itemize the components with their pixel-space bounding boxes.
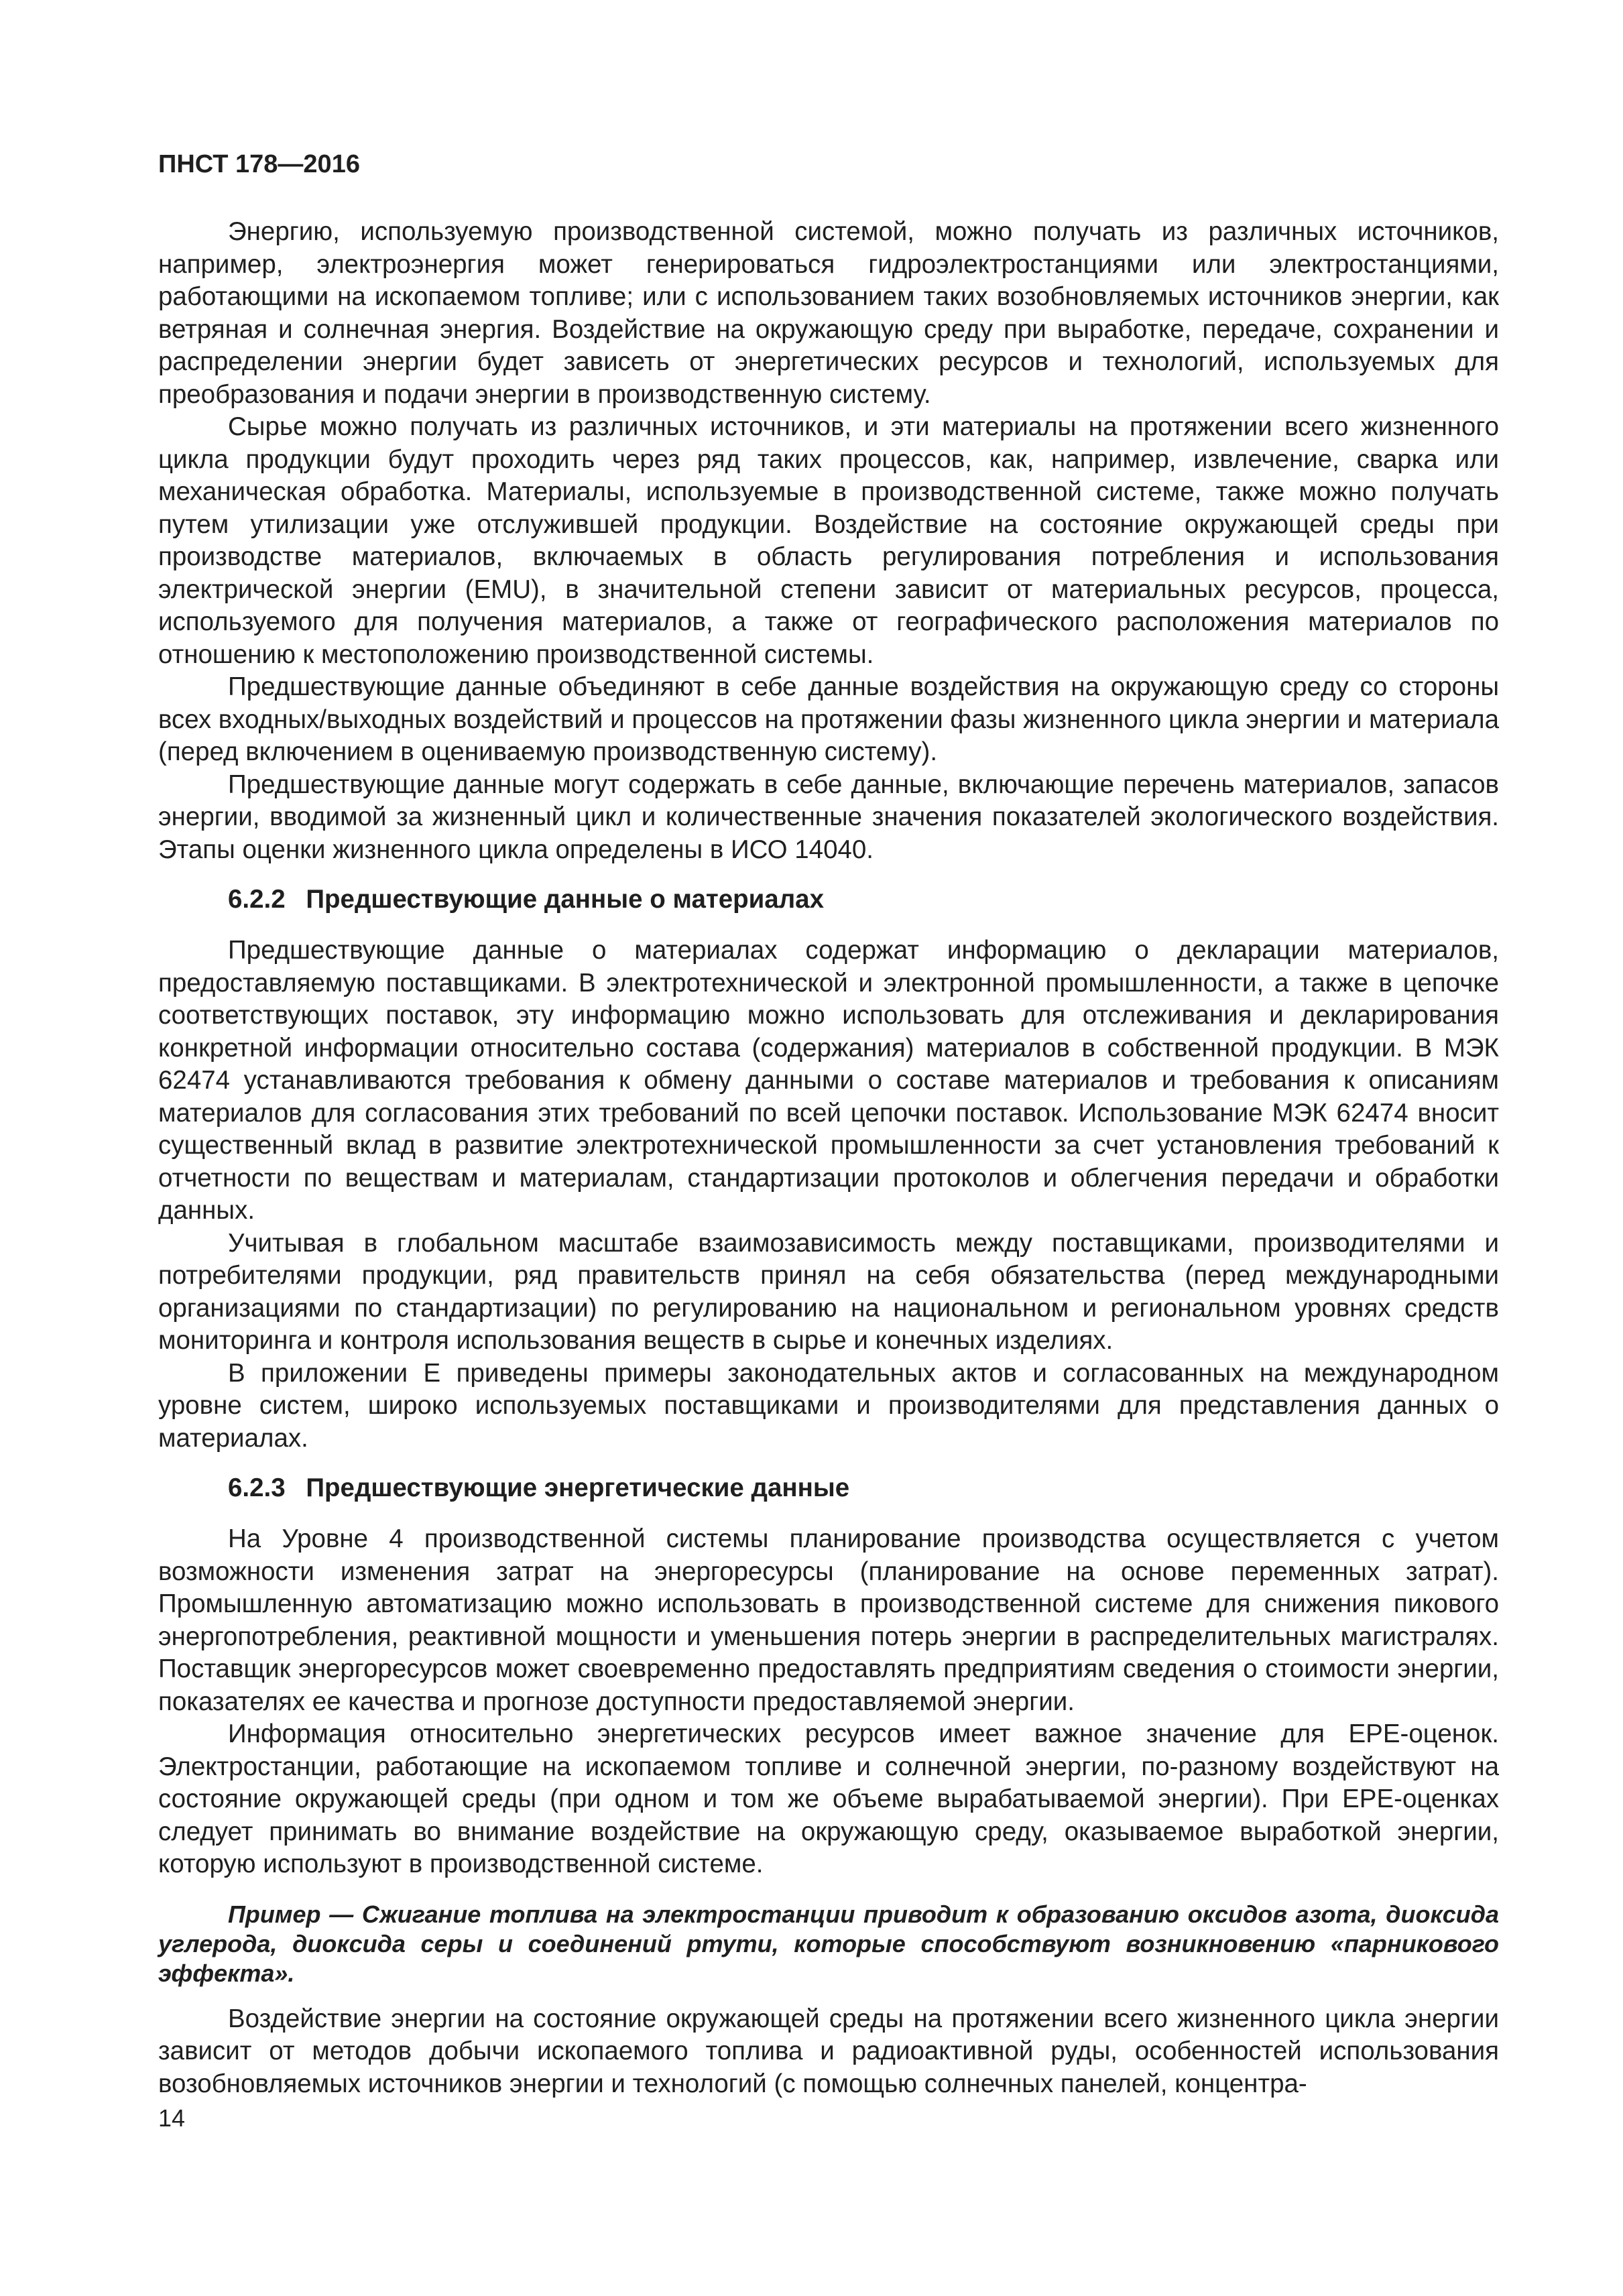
document-identifier: ПНСТ 178—2016 — [158, 150, 360, 178]
section-heading — [158, 884, 1499, 916]
paragraph-upstream-data-contents: Предшествующие данные могут содержать в себе данные, включающие перечень материалов, запасов энергии, вводимой за жизненный цикл и количественные значения показателей экологического воздействия. Этапы оценки жизненного цикла определены в ИСО 14040. — [158, 770, 1499, 864]
paragraph-raw-materials: Сырье можно получать из различных источников, и эти материалы на протяжении всего жизненного цикла продукции будут проходить через ряд таких процессов, как, например, извлечение, сварка или механическая обработка. Материалы, используемые в производственной системе, также можно получать путем утилизации уже отслужившей продукции. Воздействие на состояние окружающей среды при производстве материалов, включаемых в область регулирования потребления и использования электрической энергии (EMU), в значительной степени зависит от материальных ресурсов, процесса, используемого для получения материалов, а также от географического расположения материалов по отношению к местоположению производственной системы. — [158, 412, 1499, 669]
paragraph-energy-sources: Энергию, используемую производственной системой, можно получать из различных источников, например, электроэнергия может генерироваться гидроэлектростанциями или электростанциями, работающими на ископаемом топливе; или с использованием таких возобновляемых источников энергии, как ветряная и солнечная энергия. Воздействие на окружающую среду при выработке, передаче, сохранении и распределении энергии будет зависеть от энергетических ресурсов и технологий, используемых для преобразования и подачи энергии в производственную систему. — [158, 217, 1499, 409]
document-page — [158, 149, 1499, 2100]
section-number: 6.2.2 — [228, 885, 286, 914]
section-6-2-3 — [158, 1472, 1499, 2100]
section-title: Предшествующие данные о материалах — [306, 885, 824, 914]
paragraph-production-planning: На Уровне 4 производственной системы планирование производства осуществляется с учетом возможности изменения затрат на энергоресурсы (планирование на основе переменных затрат). Промышленную автоматизацию можно использовать в производственной системе для снижения пикового энергопотребления, реактивной мощности и уменьшения потерь энергии в распределительных магистралях. Поставщик энергоресурсов может своевременно предоставлять предприятиям сведения о стоимости энергии, показателях ее качества и прогнозе доступности предоставляемой энергии. — [158, 1524, 1499, 1716]
paragraph-upstream-data-combined: Предшествующие данные объединяют в себе данные воздействия на окружающую среду со стороны всех входных/выходных воздействий и процессов на протяжении фазы жизненного цикла энергии и материала (перед включением в оцениваемую производственную систему). — [158, 672, 1499, 766]
intro-section — [158, 216, 1499, 866]
section-title: Предшествующие энергетические данные — [306, 1473, 850, 1502]
page-number: 14 — [158, 2104, 186, 2132]
section-heading — [158, 1472, 1499, 1504]
section-6-2-2 — [158, 884, 1499, 1455]
paragraph-material-declaration: Предшествующие данные о материалах содержат информацию о декларации материалов, предоставляемую поставщиками. В электротехнической и электронной промышленности, а также в цепочке соответствующих поставок, эту информацию можно использовать для отслеживания и декларирования конкретной информации относительно состава (содержания) материалов в собственной продукции. В МЭК 62474 устанавливаются требования к обмену данными о составе материалов и требования к описаниям материалов для согласования этих требований по всей цепочки поставок. Использование МЭК 62474 вносит существенный вклад в развитие электротехнической промышленности за счет установления требований к отчетности по веществам и материалам, стандартизации протоколов и облегчения передачи и обработки данных. — [158, 936, 1499, 1225]
paragraph-energy-lifecycle: Воздействие энергии на состояние окружающей среды на протяжении всего жизненного цикла энергии зависит от методов добычи ископаемого топлива и радиоактивной руды, особенностей использования возобновляемых источников энергии и технологий (с помощью солнечных панелей, концентра- — [158, 2004, 1499, 2098]
section-number: 6.2.3 — [228, 1473, 286, 1502]
paragraph-global-interdependence: Учитывая в глобальном масштабе взаимозависимость между поставщиками, производителями и потребителями продукции, ряд правительств принял на себя обязательства (перед международными организациями по стандартизации) по регулированию на национальном и региональном уровнях средств мониторинга и контроля использования веществ в сырье и конечных изделиях. — [158, 1228, 1499, 1355]
paragraph-energy-resources-info: Информация относительно энергетических ресурсов имеет важное значение для ЕРЕ-оценок. Электростанции, работающие на ископаемом топливе и солнечной энергии, по-разному воздействуют на состояние окружающей среды (при одном и том же объеме вырабатываемой энергии). При ЕРЕ-оценках следует принимать во внимание воздействие на окружающую среду, оказываемое выработкой энергии, которую используют в производственной системе. — [158, 1719, 1499, 1878]
example-note: Пример — Сжигание топлива на электростанции приводит к образованию оксидов азота, диоксида углерода, диоксида серы и соединений ртути, которые способствуют возникновению «парникового эффекта». — [158, 1900, 1499, 1987]
paragraph-annex-e: В приложении Е приведены примеры законодательных актов и согласованных на международном уровне систем, широко используемых поставщиками и производителями для представления данных о материалах. — [158, 1358, 1499, 1453]
